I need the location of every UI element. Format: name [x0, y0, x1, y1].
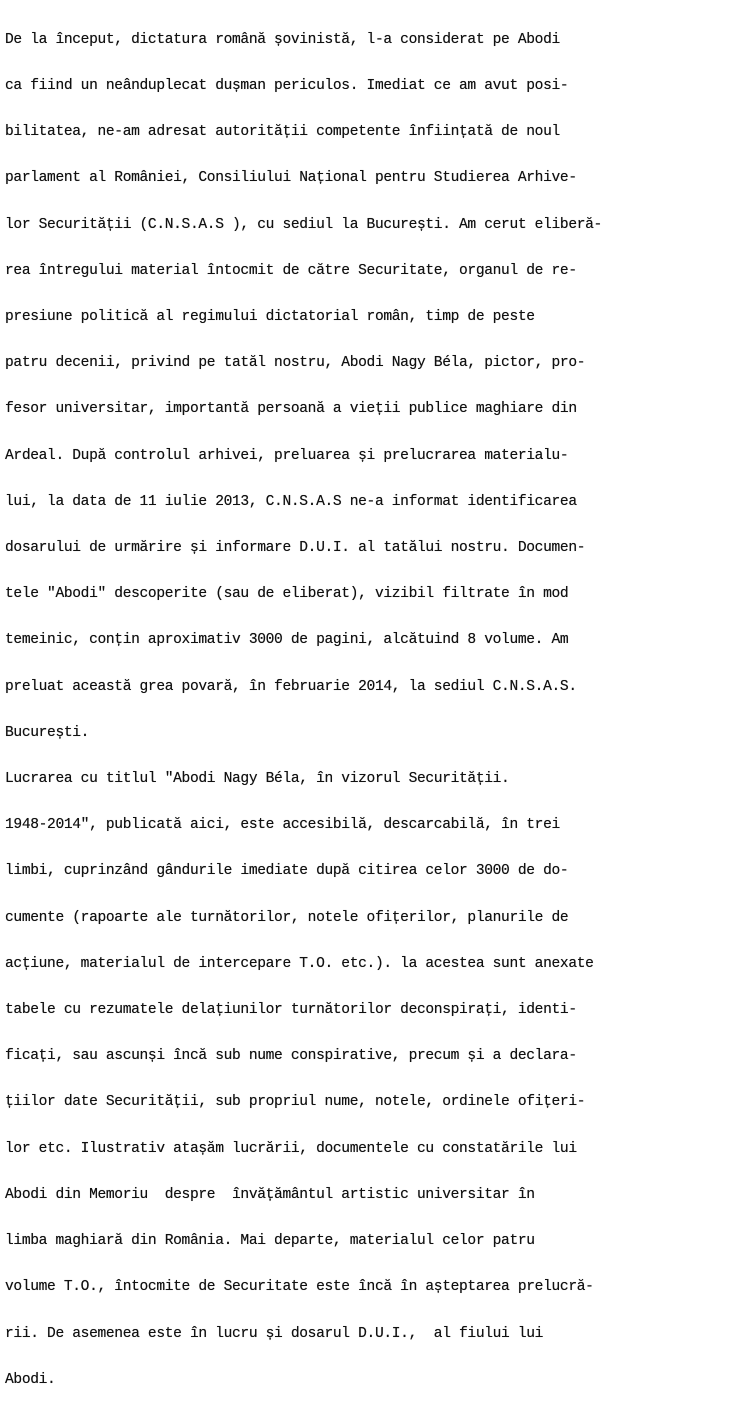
text-line: rea întregului material întocmit de către Securitate, organul de re-	[5, 262, 577, 279]
text-line: De la început, dictatura română șovinistă, l-a considerat pe Abodi	[5, 31, 560, 48]
text-line: limbi, cuprinzând gândurile imediate după citirea celor 3000 de do-	[5, 863, 569, 880]
text-line: limba maghiară din România. Mai departe, materialul celor patru	[5, 1233, 535, 1250]
text-line: lor etc. Ilustrativ atașăm lucrării, documentele cu constatările lui	[5, 1140, 577, 1157]
text-line: presiune politică al regimului dictatorial român, timp de peste	[5, 309, 535, 326]
text-line: cumente (rapoarte ale turnătorilor, notele ofițerilor, planurile de	[5, 909, 569, 926]
text-line: Abodi din Memoriu despre învățământul artistic universitar în	[5, 1186, 535, 1203]
typewritten-text-body	[5, 2, 602, 1419]
text-line: fesor universitar, importantă persoană a vieții publice maghiare din	[5, 401, 577, 418]
text-line: Ardeal. După controlul arhivei, preluarea și prelucrarea materialu-	[5, 447, 569, 464]
text-line: acțiune, materialul de intercepare T.O. etc.). la acestea sunt anexate	[5, 955, 594, 972]
text-line: Lucrarea cu titlul "Abodi Nagy Béla, în vizorul Securității.	[5, 771, 510, 788]
text-line: rii. De asemenea este în lucru și dosarul D.U.I., al fiului lui	[5, 1325, 544, 1342]
text-line: volume T.O., întocmite de Securitate este încă în așteptarea prelucră-	[5, 1279, 594, 1296]
text-line: București.	[5, 724, 90, 741]
text-line: tabele cu rezumatele delațiunilor turnătorilor deconspirați, identi-	[5, 1002, 577, 1019]
text-line: 1948-2014", publicată aici, este accesibilă, descarcabilă, în trei	[5, 817, 560, 834]
text-line: țiilor date Securității, sub propriul nume, notele, ordinele ofițeri-	[5, 1094, 586, 1111]
text-line: preluat această grea povară, în februarie 2014, la sediul C.N.S.A.S.	[5, 678, 577, 695]
text-line: dosarului de urmărire și informare D.U.I. al tatălui nostru. Documen-	[5, 540, 586, 557]
text-line: Abodi.	[5, 1371, 56, 1388]
text-line: ca fiind un neânduplecat dușman periculos. Imediat ce am avut posi-	[5, 78, 569, 95]
text-line: bilitatea, ne-am adresat autorității competente înființată de noul	[5, 124, 560, 141]
text-line: lui, la data de 11 iulie 2013, C.N.S.A.S ne-a informat identificarea	[5, 493, 577, 510]
text-line: parlament al României, Consiliului Național pentru Studierea Arhive-	[5, 170, 577, 187]
text-line: patru decenii, privind pe tatăl nostru, Abodi Nagy Béla, pictor, pro-	[5, 355, 586, 372]
text-line: ficați, sau ascunși încă sub nume conspirative, precum și a declara-	[5, 1048, 577, 1065]
text-line: tele "Abodi" descoperite (sau de eliberat), vizibil filtrate în mod	[5, 586, 569, 603]
text-line: lor Securității (C.N.S.A.S ), cu sediul la București. Am cerut eliberă-	[5, 216, 602, 233]
text-line: temeinic, conțin aproximativ 3000 de pagini, alcătuind 8 volume. Am	[5, 632, 569, 649]
